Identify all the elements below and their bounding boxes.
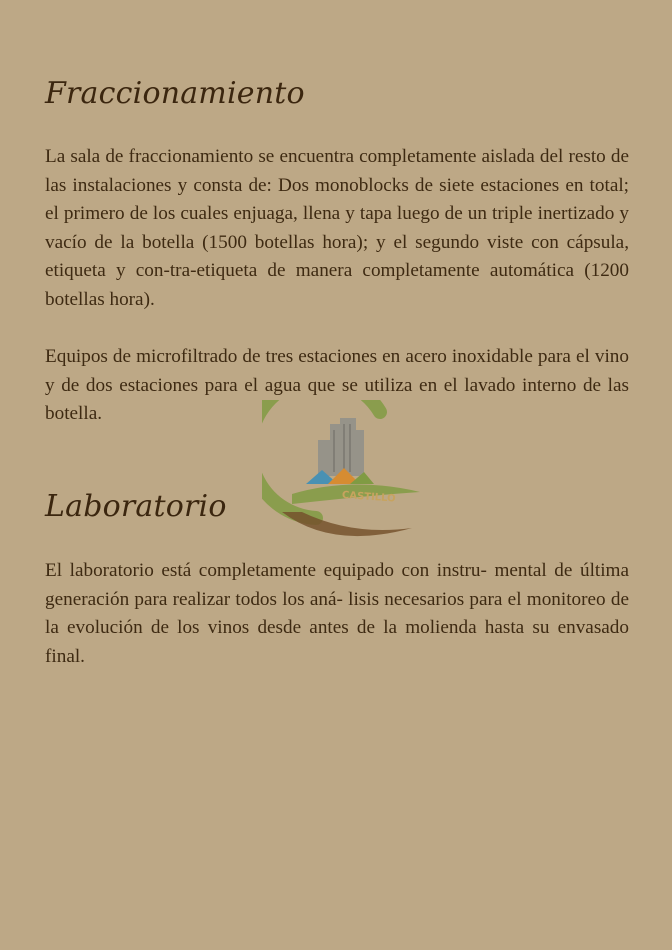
section-title-fraccionamiento: Fraccionamiento (45, 76, 305, 111)
section-title-laboratorio: Laboratorio (45, 489, 227, 524)
paragraph-laboratorio-1: El laboratorio está completamente equipado con instru- mental de última generación para realizar todos los aná- lisis necesarios para el monitoreo de la evolución de los vinos desde antes de la molienda hasta su envasado final. (45, 560, 629, 667)
castillo-logo-icon (262, 400, 432, 560)
logo-text: CASTILLO (341, 489, 396, 505)
paragraph-fraccionamiento-2: Equipos de microfiltrado de tres estaciones en acero inoxidable para el vino y de dos estaciones para el agua que se utiliza en el lavado interno de las botella. (45, 346, 629, 425)
paragraph-fraccionamiento-1: La sala de fraccionamiento se encuentra completamente aislada del resto de las instalaciones y consta de: Dos monoblocks de siete estaciones en total; el primero de los cuales enjuaga, llena y tapa luego de un triple inertizado y vacío de la botella (1500 botellas hora); y el segundo viste con cápsula, etiqueta y con-tra-etiqueta de manera completamente automática (1200 botellas hora). (45, 146, 629, 310)
